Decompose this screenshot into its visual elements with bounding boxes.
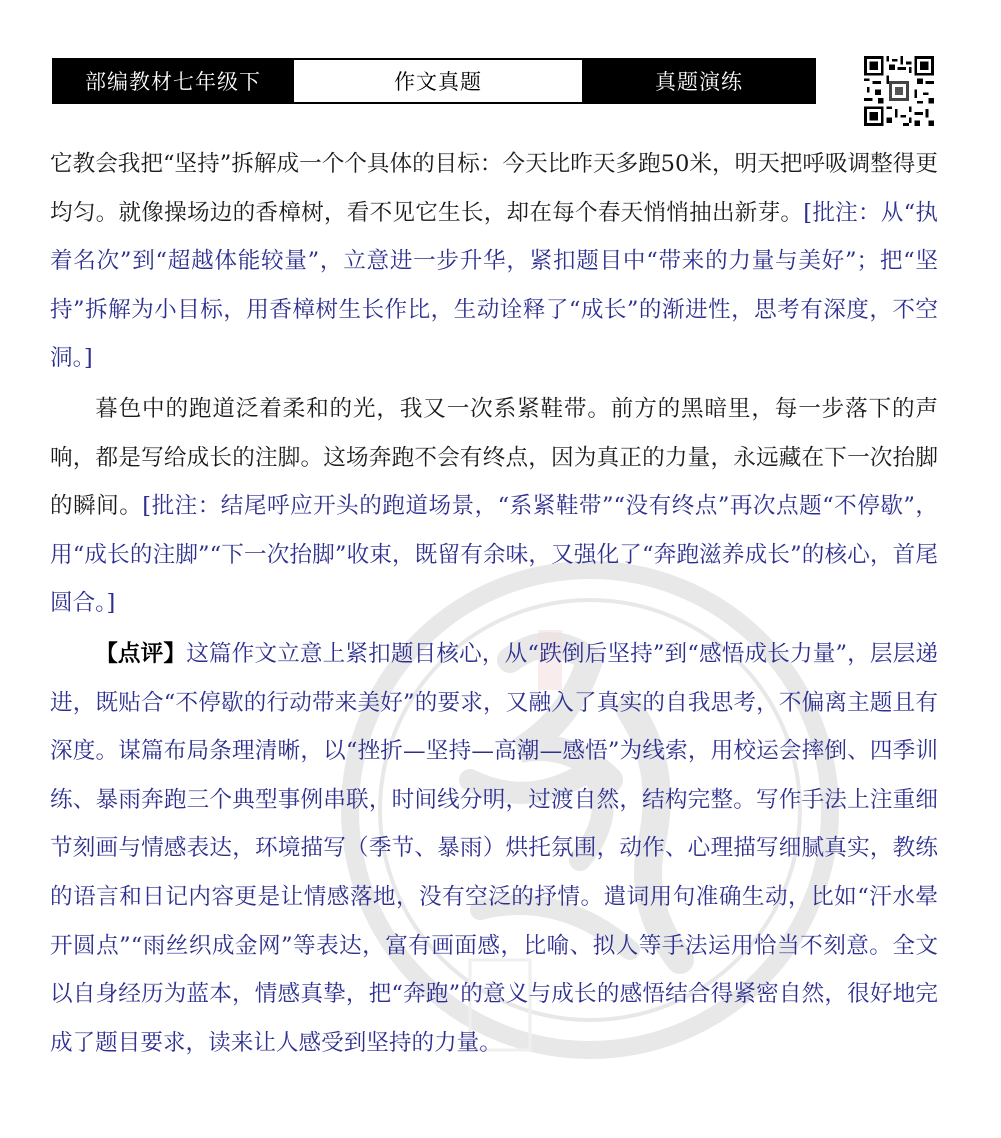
review-text: 这篇作文立意上紧扣题目核心，从“跌倒后坚持”到“感悟成长力量”，层层递进，既贴合“不停歇的行动带来美好”的要求，又融入了真实的自我思考，不偏离主题且有深度。谋篇布局条理清晰，以“挫折—坚持—高潮—感悟”为线索，用校运会摔倒、四季训练、暴雨奔跑三个典型事例串联，时间线分明，过渡自然，结构完整。写作手法上注重细节刻画与情感表达，环境描写（季节、暴雨）烘托氛围，动作、心理描写细腻真实，教练的语言和日记内容更是让情感落地，没有空泛的抒情。遣词用句准确生动，比如“汗水晕开圆点”“雨丝织成金网”等表达，富有画面感，比喻、拟人等手法运用恰当不刻意。全文以自身经历为蓝本，情感真挚，把“奔跑”的意义与成长的感悟结合得紧密自然，很好地完成了题目要求，读来让人感受到坚持的力量。 [50,640,939,1056]
paragraph-2 [50,385,938,628]
review-label: 【点评】 [95,640,187,667]
paragraph-2-text: 暮色中的跑道泛着柔和的光，我又一次系紧鞋带。前方的黑暗里，每一步落下的声响，都是写给成长的注脚。这场奔跑不会有终点，因为真正的力量，永远藏在下一次抬脚的瞬间。 [50,395,938,520]
annotation-2: [批注：结尾呼应开头的跑道场景，“系紧鞋带”“没有终点”再次点题“不停歇”，用“成长的注脚”“下一次抬脚”收束，既留有余味，又强化了“奔跑滋养成长”的核心，首尾圆合。] [50,493,939,617]
header-section-title: 作文真题 [292,60,584,102]
paragraph-1-text: 它教会我把“坚持”拆解成一个个具体的目标：今天比昨天多跑50米，明天把呼吸调整得更均匀。就像操场边的香樟树，看不见它生长，却在每个春天悄悄抽出新芽。 [50,151,938,226]
review-paragraph [50,630,938,1067]
annotation-1: [批注：从“执着名次”到“超越体能较量”，立意进一步升华，紧扣题目中“带来的力量与美好”；把“坚持”拆解为小目标，用香樟树生长作比，生动诠释了“成长”的渐进性，思考有深度，不空洞。] [50,199,938,372]
header-textbook-label: 部编教材七年级下 [54,60,292,102]
header-practice-label: 真题演练 [584,60,814,102]
qr-code-icon[interactable] [864,56,934,126]
paragraph-1 [50,140,938,383]
article-body [50,140,938,1069]
header-bar [52,58,816,104]
